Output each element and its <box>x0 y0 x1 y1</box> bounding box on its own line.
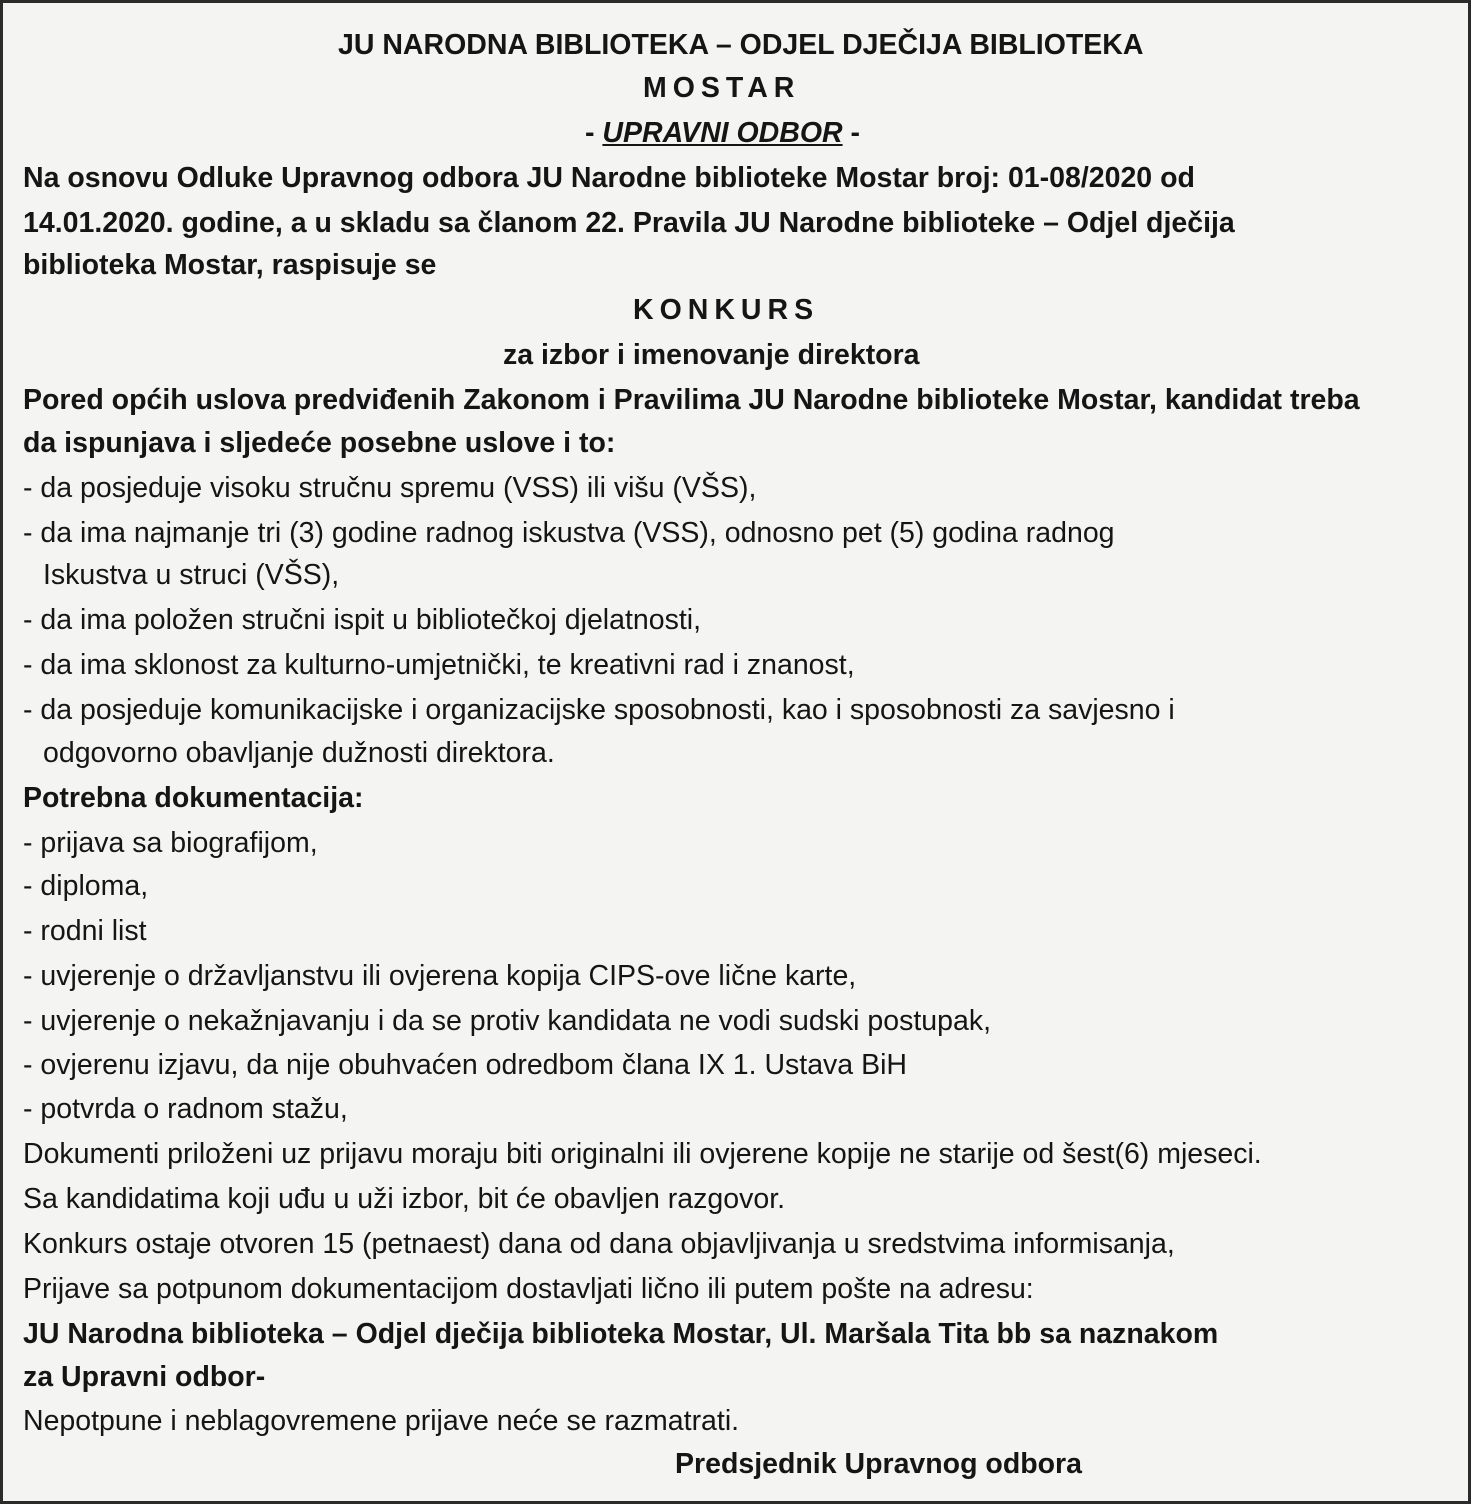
condition-item-continuation: Iskustva u struci (VŠS), <box>43 559 340 591</box>
document-item: - diploma, <box>23 870 149 902</box>
document-item: - potvrda o radnom stažu, <box>23 1093 348 1125</box>
note-line: Konkurs ostaje otvoren 15 (petnaest) dana od dana objavljivanja u sredstvima informisanja, <box>23 1228 1175 1260</box>
closing-line: Nepotpune i neblagovremene prijave neće se razmatrati. <box>23 1405 740 1437</box>
header-board-prefix: - <box>585 117 603 149</box>
header-board <box>585 116 860 150</box>
address-line: za Upravni odbor- <box>23 1361 266 1393</box>
condition-item: - da posjeduje visoku stručnu spremu (VSS) ili višu (VŠS), <box>23 472 757 504</box>
intro-line: biblioteka Mostar, raspisuje se <box>23 249 437 281</box>
note-line: Prijave sa potpunom dokumentacijom dostavljati lično ili putem pošte na adresu: <box>23 1273 1034 1305</box>
konkurs-title: KONKURS <box>633 294 820 326</box>
condition-item-continuation: odgovorno obavljanje dužnosti direktora. <box>43 737 555 769</box>
note-line: Dokumenti priloženi uz prijavu moraju biti originalni ili ovjerene kopije ne starije od šest(6) mjeseci. <box>23 1138 1262 1170</box>
konkurs-subtitle: za izbor i imenovanje direktora <box>503 339 920 371</box>
address-line: JU Narodna biblioteka – Odjel dječija biblioteka Mostar, Ul. Maršala Tita bb sa naznakom <box>23 1318 1219 1350</box>
condition-item: - da ima položen stručni ispit u bibliotečkoj djelatnosti, <box>23 604 702 636</box>
condition-item: - da ima najmanje tri (3) godine radnog iskustva (VSS), odnosno pet (5) godina radnog <box>23 517 1115 549</box>
document-item: - rodni list <box>23 915 147 947</box>
header-board-suffix: - <box>842 117 860 149</box>
conditions-intro-line: da ispunjava i sljedeće posebne uslove i to: <box>23 427 616 459</box>
document-item: - uvjerenje o državljanstvu ili ovjerena kopija CIPS-ove lične karte, <box>23 960 857 992</box>
intro-line: Na osnovu Odluke Upravnog odbora JU Narodne biblioteke Mostar broj: 01-08/2020 od <box>23 162 1195 194</box>
header-city: MOSTAR <box>643 72 801 104</box>
signature: Predsjednik Upravnog odbora <box>675 1448 1082 1480</box>
conditions-intro-line: Pored općih uslova predviđenih Zakonom i Pravilima JU Narodne biblioteke Mostar, kandidat treba <box>23 384 1360 416</box>
header-org: JU NARODNA BIBLIOTEKA – ODJEL DJEČIJA BIBLIOTEKA <box>338 29 1144 61</box>
document-item: - ovjerenu izjavu, da nije obuhvaćen odredbom člana IX 1. Ustava BiH <box>23 1049 908 1081</box>
condition-item: - da posjeduje komunikacijske i organizacijske sposobnosti, kao i sposobnosti za savjesno i <box>23 694 1175 726</box>
header-board-title: UPRAVNI ODBOR <box>602 117 843 149</box>
document-item: - prijava sa biografijom, <box>23 827 318 859</box>
condition-item: - da ima sklonost za kulturno-umjetnički, te kreativni rad i znanost, <box>23 649 855 681</box>
document-item: - uvjerenje o nekažnjavanju i da se protiv kandidata ne vodi sudski postupak, <box>23 1005 992 1037</box>
intro-line: 14.01.2020. godine, a u skladu sa članom 22. Pravila JU Narodne biblioteke – Odjel dječija <box>23 207 1235 239</box>
docs-heading: Potrebna dokumentacija: <box>23 782 364 814</box>
note-line: Sa kandidatima koji uđu u uži izbor, bit će obavljen razgovor. <box>23 1183 786 1215</box>
